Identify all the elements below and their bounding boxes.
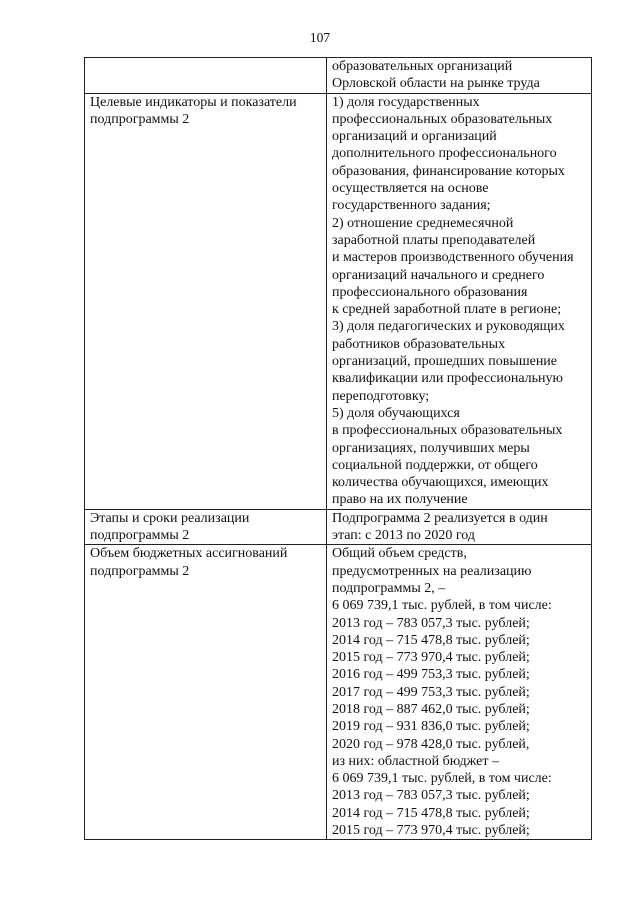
page-number: 107 xyxy=(309,30,331,45)
passport-table-body xyxy=(85,58,592,840)
table-row-target-indicators-row xyxy=(85,93,592,509)
value-text-line: осуществляется на основе xyxy=(331,181,489,197)
value-text-line: 3) доля педагогических и руководящих xyxy=(331,319,565,335)
value-text-line: переподготовку; xyxy=(331,388,430,404)
parameter-cell xyxy=(85,93,327,509)
value-text-line: социальной поддержки, от общего xyxy=(331,457,538,473)
value-text-line: 2018 год – 887 462,0 тыс. рублей; xyxy=(331,701,530,717)
value-text-line: профессионального образования xyxy=(331,284,528,300)
value-text-line: Орловской области на рынке труда xyxy=(331,76,540,92)
value-text-line: дополнительного профессионального xyxy=(331,146,557,162)
value-text-line: в профессиональных образовательных xyxy=(331,423,563,439)
value-text-line: 2014 год – 715 478,8 тыс. рублей; xyxy=(331,632,530,648)
parameter-text-line: Этапы и сроки реализации xyxy=(90,510,250,526)
value-text-line: образовательных организаций xyxy=(331,59,513,74)
parameter-cell xyxy=(85,509,327,545)
parameter-text-line: подпрограммы 2 xyxy=(90,528,190,544)
value-text-line: организаций и организаций xyxy=(331,129,497,145)
value-text-line: к средней заработной плате в регионе; xyxy=(331,302,562,318)
value-cell xyxy=(326,58,591,94)
value-text-line: предусмотренных на реализацию xyxy=(331,563,532,579)
value-text-line: 5) доля обучающихся xyxy=(331,405,460,421)
value-cell xyxy=(326,545,591,840)
table-row-budget-row xyxy=(85,545,592,840)
value-text-line: государственного задания; xyxy=(331,198,491,214)
table-row-continuation-row xyxy=(85,58,592,94)
value-text-line: из них: областной бюджет – xyxy=(331,753,499,769)
value-text-line: 2) отношение среднемесячной xyxy=(331,215,514,231)
value-text-line: профессиональных образовательных xyxy=(331,111,553,127)
value-text-line: организациях, получивших меры xyxy=(331,440,530,456)
value-text-line: 2020 год – 978 428,0 тыс. рублей, xyxy=(331,736,530,752)
value-cell xyxy=(326,509,591,545)
parameter-text-line: подпрограммы 2 xyxy=(90,563,190,579)
value-text-line: организаций, прошедших повышение xyxy=(331,354,558,370)
table-row-stages-row xyxy=(85,509,592,545)
parameter-cell xyxy=(85,58,327,94)
value-text-line: 2019 год – 931 836,0 тыс. рублей; xyxy=(331,719,530,735)
parameter-text-line: Объем бюджетных ассигнований xyxy=(90,546,288,562)
parameter-text-line: подпрограммы 2 xyxy=(90,111,190,127)
value-text-line: образования, финансирование которых xyxy=(331,163,565,179)
value-text-line: Подпрограмма 2 реализуется в один xyxy=(331,510,548,526)
value-text-line: право на их получение xyxy=(331,492,468,508)
value-text-line: этап: с 2013 по 2020 год xyxy=(331,528,475,544)
value-text-line: 2017 год – 499 753,3 тыс. рублей; xyxy=(331,684,530,700)
value-text-line: 6 069 739,1 тыс. рублей, в том числе: xyxy=(331,771,552,787)
value-text-line: подпрограммы 2, – xyxy=(331,580,446,596)
passport-table xyxy=(84,57,592,840)
value-text-line: заработной платы преподавателей xyxy=(331,232,536,248)
value-cell xyxy=(326,93,591,509)
value-text-line: работников образовательных xyxy=(331,336,506,352)
value-text-line: организаций начального и среднего xyxy=(331,267,545,283)
value-text-line: 2015 год – 773 970,4 тыс. рублей; xyxy=(331,650,530,666)
value-text-line: 6 069 739,1 тыс. рублей, в том числе: xyxy=(331,598,552,614)
value-text-line: 2013 год – 783 057,3 тыс. рублей; xyxy=(331,788,530,804)
value-text-line: 2014 год – 715 478,8 тыс. рублей; xyxy=(331,805,530,821)
value-text-line: 2013 год – 783 057,3 тыс. рублей; xyxy=(331,615,530,631)
parameter-cell xyxy=(85,545,327,840)
value-text-line: 2016 год – 499 753,3 тыс. рублей; xyxy=(331,667,530,683)
value-text-line: 2015 год – 773 970,4 тыс. рублей; xyxy=(331,823,530,839)
value-text-line: Общий объем средств, xyxy=(331,546,467,562)
value-text-line: количества обучающихся, имеющих xyxy=(331,475,549,491)
value-text-line: квалификации или профессиональную xyxy=(331,371,564,387)
value-text-line: и мастеров производственного обучения xyxy=(331,250,574,266)
value-text-line: 1) доля государственных xyxy=(331,94,480,110)
parameter-text-line: Целевые индикаторы и показатели xyxy=(90,94,297,110)
